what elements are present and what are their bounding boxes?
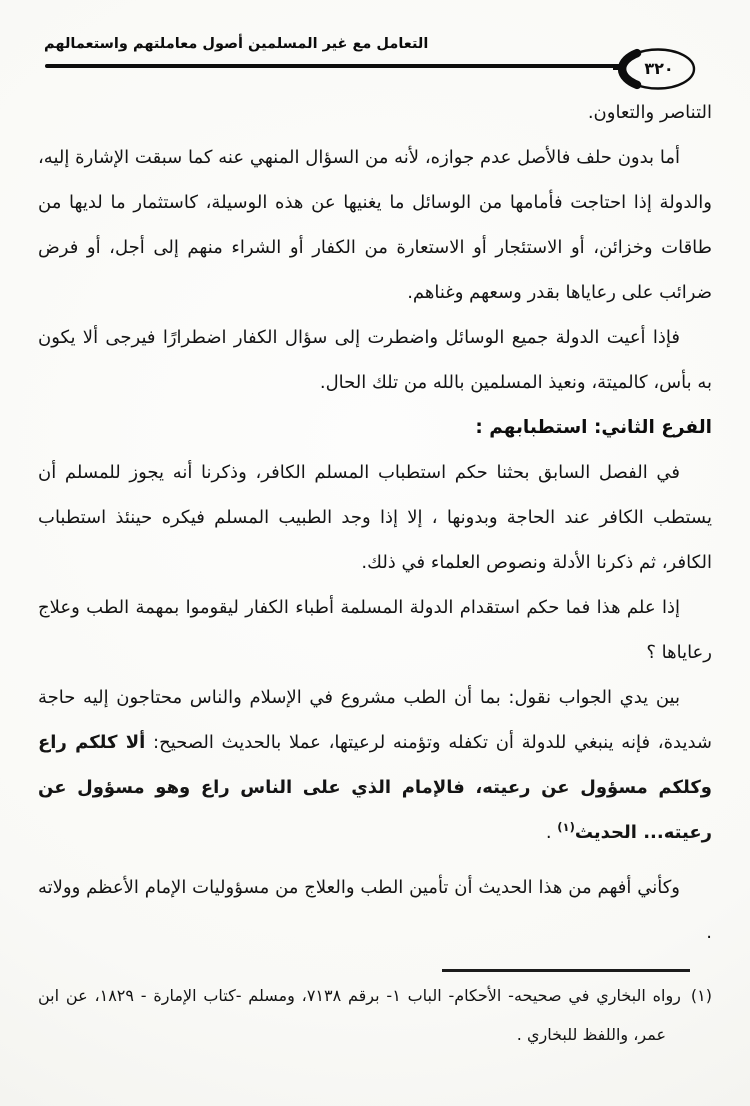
footnote-text: رواه البخاري في صحيحه- الأحكام- الباب ١- برقم ٧١٣٨، ومسلم -كتاب الإمارة - ١٨٢٩، عن ابن عمر، واللفظ للبخاري .	[38, 986, 681, 1044]
closing-paragraph: وكأني أفهم من هذا الحديث أن تأمين الطب والعلاج من مسؤوليات الإمام الأعظم وولاته .	[38, 877, 712, 943]
paragraph: أما بدون حلف فالأصل عدم جوازه، لأنه من السؤال المنهي عنه كما سبقت الإشارة إليه، والدولة إذا احتاجت فأمامها من الوسائل ما يغنيها عن هذه الوسيلة، كاستثمار ما لديها من طاقات وخزائن، أو الاستئجار أو الاستعارة من الكفار أو الشراء منهم إلى أجل، أو فرض ضرائب على رعاياها بقدر وسعهم وغناهم.	[38, 147, 712, 303]
paragraph-with-hadith	[38, 675, 712, 855]
footnote	[38, 976, 712, 1054]
hadith-closing-text: .	[545, 822, 558, 843]
paragraph-continuation: التناصر والتعاون.	[587, 102, 712, 123]
paragraph: إذا علم هذا فما حكم استقدام الدولة المسلمة أطباء الكفار ليقوموا بمهمة الطب وعلاج رعاياها ؟	[38, 597, 712, 663]
section-heading: الفرع الثاني: استطبابهم :	[475, 417, 712, 438]
hadith-intro-text: بين يدي الجواب نقول: بما أن الطب مشروع في الإسلام والناس محتاجون إليه حاجة شديدة، فإنه ينبغي للدولة أن تكفله وتؤمنه لرعيتها، عملا بالحديث الصحيح:	[38, 687, 712, 753]
page-number: ٣٢٠	[644, 59, 674, 78]
footnote-ref: (١)	[557, 820, 575, 834]
header-rule	[45, 64, 622, 68]
hadith-bold-text: ألا كلكم راع وكلكم مسؤول عن رعيته، فالإمام الذي على الناس راع وهو مسؤول عن رعيته... الحديث	[38, 732, 712, 843]
footnote-divider	[442, 969, 690, 972]
footnote-marker: (١)	[690, 986, 713, 1005]
running-title: التعامل مع غير المسلمين أصول معاملتهم واستعمالهم	[44, 36, 429, 52]
paragraph: فإذا أعيت الدولة جميع الوسائل واضطرت إلى سؤال الكفار اضطرارًا فيرجى ألا يكون به بأس، كالميتة، ونعيذ المسلمين بالله من تلك الحال.	[38, 327, 712, 393]
page-number-badge	[613, 47, 697, 91]
paragraph: في الفصل السابق بحثنا حكم استطباب المسلم الكافر، وذكرنا أنه يجوز للمسلم أن يستطب الكافر عند الحاجة وبدونها ، إلا إذا وجد الطبيب المسلم فيكره حينئذ استطباب الكافر، ثم ذكرنا الأدلة ونصوص العلماء في ذلك.	[38, 462, 712, 573]
page-body	[38, 90, 712, 955]
